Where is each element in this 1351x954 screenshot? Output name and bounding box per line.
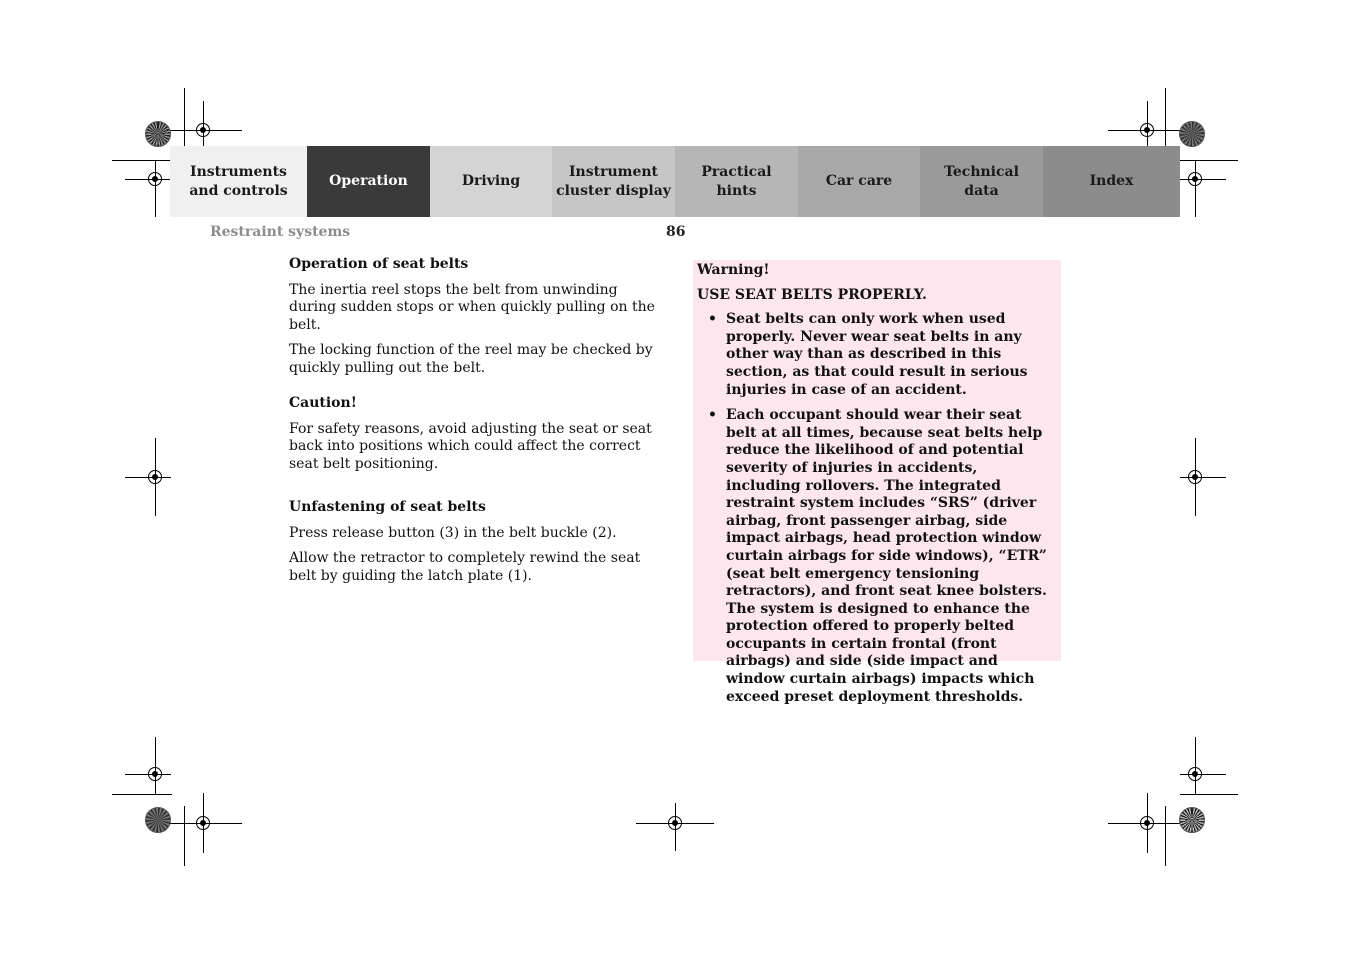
- tab-label: Practical hints: [701, 163, 772, 199]
- list-item: [697, 311, 1053, 399]
- section-title: Restraint systems: [210, 224, 351, 240]
- tab-practical-hints[interactable]: [675, 146, 798, 217]
- list-item: [697, 407, 1053, 706]
- list-item-text: Each occupant should wear their seat belt at all times, because seat belts help reduce the likelihood of and potential severity of injuries in accidents, including rollovers. The integrated restraint system includes “SRS” (driver airbag, front passenger airbag, side impact airbags, head protection window curtain airbags for side windows), “ETR” (seat belt emergency tensioning retractors), and front seat knee bolsters. The system is designed to enhance the protection offered to properly belted occupants in certain frontal (front airbags) and side (side impact and window curtain airbags) impacts which exceed preset deployment thresholds.: [726, 407, 1047, 705]
- paragraph: The locking function of the reel may be checked by quickly pulling out the belt.: [289, 342, 653, 376]
- registration-target-icon: [1188, 767, 1202, 781]
- registration-target-icon: [1140, 123, 1154, 137]
- registration-target-icon: [1188, 172, 1202, 186]
- tab-label: Instrument cluster display: [556, 163, 671, 199]
- tab-label: Technical data: [944, 163, 1019, 199]
- heading-caution: Caution!: [289, 395, 357, 411]
- heading-operation-of-seat-belts: Operation of seat belts: [289, 256, 469, 272]
- warning-subtitle: USE SEAT BELTS PROPERLY.: [697, 286, 927, 303]
- tab-label: Index: [1089, 173, 1134, 189]
- registration-target-icon: [148, 470, 162, 484]
- warning-list: [697, 311, 1053, 706]
- registration-target-icon: [148, 767, 162, 781]
- heading-unfastening-of-seat-belts: Unfastening of seat belts: [289, 499, 486, 515]
- left-column: [289, 256, 669, 593]
- tab-label: Operation: [329, 173, 408, 189]
- tab-driving[interactable]: [430, 146, 552, 217]
- registration-target-icon: [196, 816, 210, 830]
- paragraph: Press release button (3) in the belt buckle (2).: [289, 524, 617, 541]
- tab-operation[interactable]: [307, 146, 430, 217]
- list-item-text: Seat belts can only work when used properly. Never wear seat belts in any other way than as described in this section, as that could result in serious injuries in case of an accident.: [726, 311, 1028, 398]
- tab-car-care[interactable]: [798, 146, 920, 217]
- paragraph: Allow the retractor to completely rewind the seat belt by guiding the latch plate (1).: [289, 550, 641, 584]
- tab-instrument-cluster-display[interactable]: [552, 146, 675, 217]
- tab-technical-data[interactable]: [920, 146, 1043, 217]
- color-rosette-icon: [145, 807, 171, 833]
- color-rosette-icon: [1179, 807, 1205, 833]
- tab-label: Instruments and controls: [189, 163, 288, 199]
- tab-instruments-and-controls[interactable]: [170, 146, 307, 217]
- warning-box: [693, 260, 1061, 705]
- bullet-icon: •: [708, 311, 717, 328]
- registration-target-icon: [668, 816, 682, 830]
- bullet-icon: •: [708, 407, 717, 424]
- registration-target-icon: [196, 123, 210, 137]
- tab-label: Driving: [461, 173, 521, 189]
- color-rosette-icon: [145, 121, 171, 147]
- page-number: 86: [666, 224, 686, 240]
- tab-label: Car care: [825, 173, 893, 189]
- registration-target-icon: [148, 172, 162, 186]
- warning-title: Warning!: [697, 262, 770, 278]
- tab-index[interactable]: [1043, 146, 1180, 217]
- paragraph: For safety reasons, avoid adjusting the seat or seat back into positions which could affect the correct seat belt positioning.: [289, 420, 652, 472]
- paragraph: The inertia reel stops the belt from unwinding during sudden stops or when quickly pulling on the belt.: [289, 281, 655, 333]
- registration-target-icon: [1140, 816, 1154, 830]
- registration-target-icon: [1188, 470, 1202, 484]
- section-tab-bar: [170, 146, 1180, 217]
- color-rosette-icon: [1179, 121, 1205, 147]
